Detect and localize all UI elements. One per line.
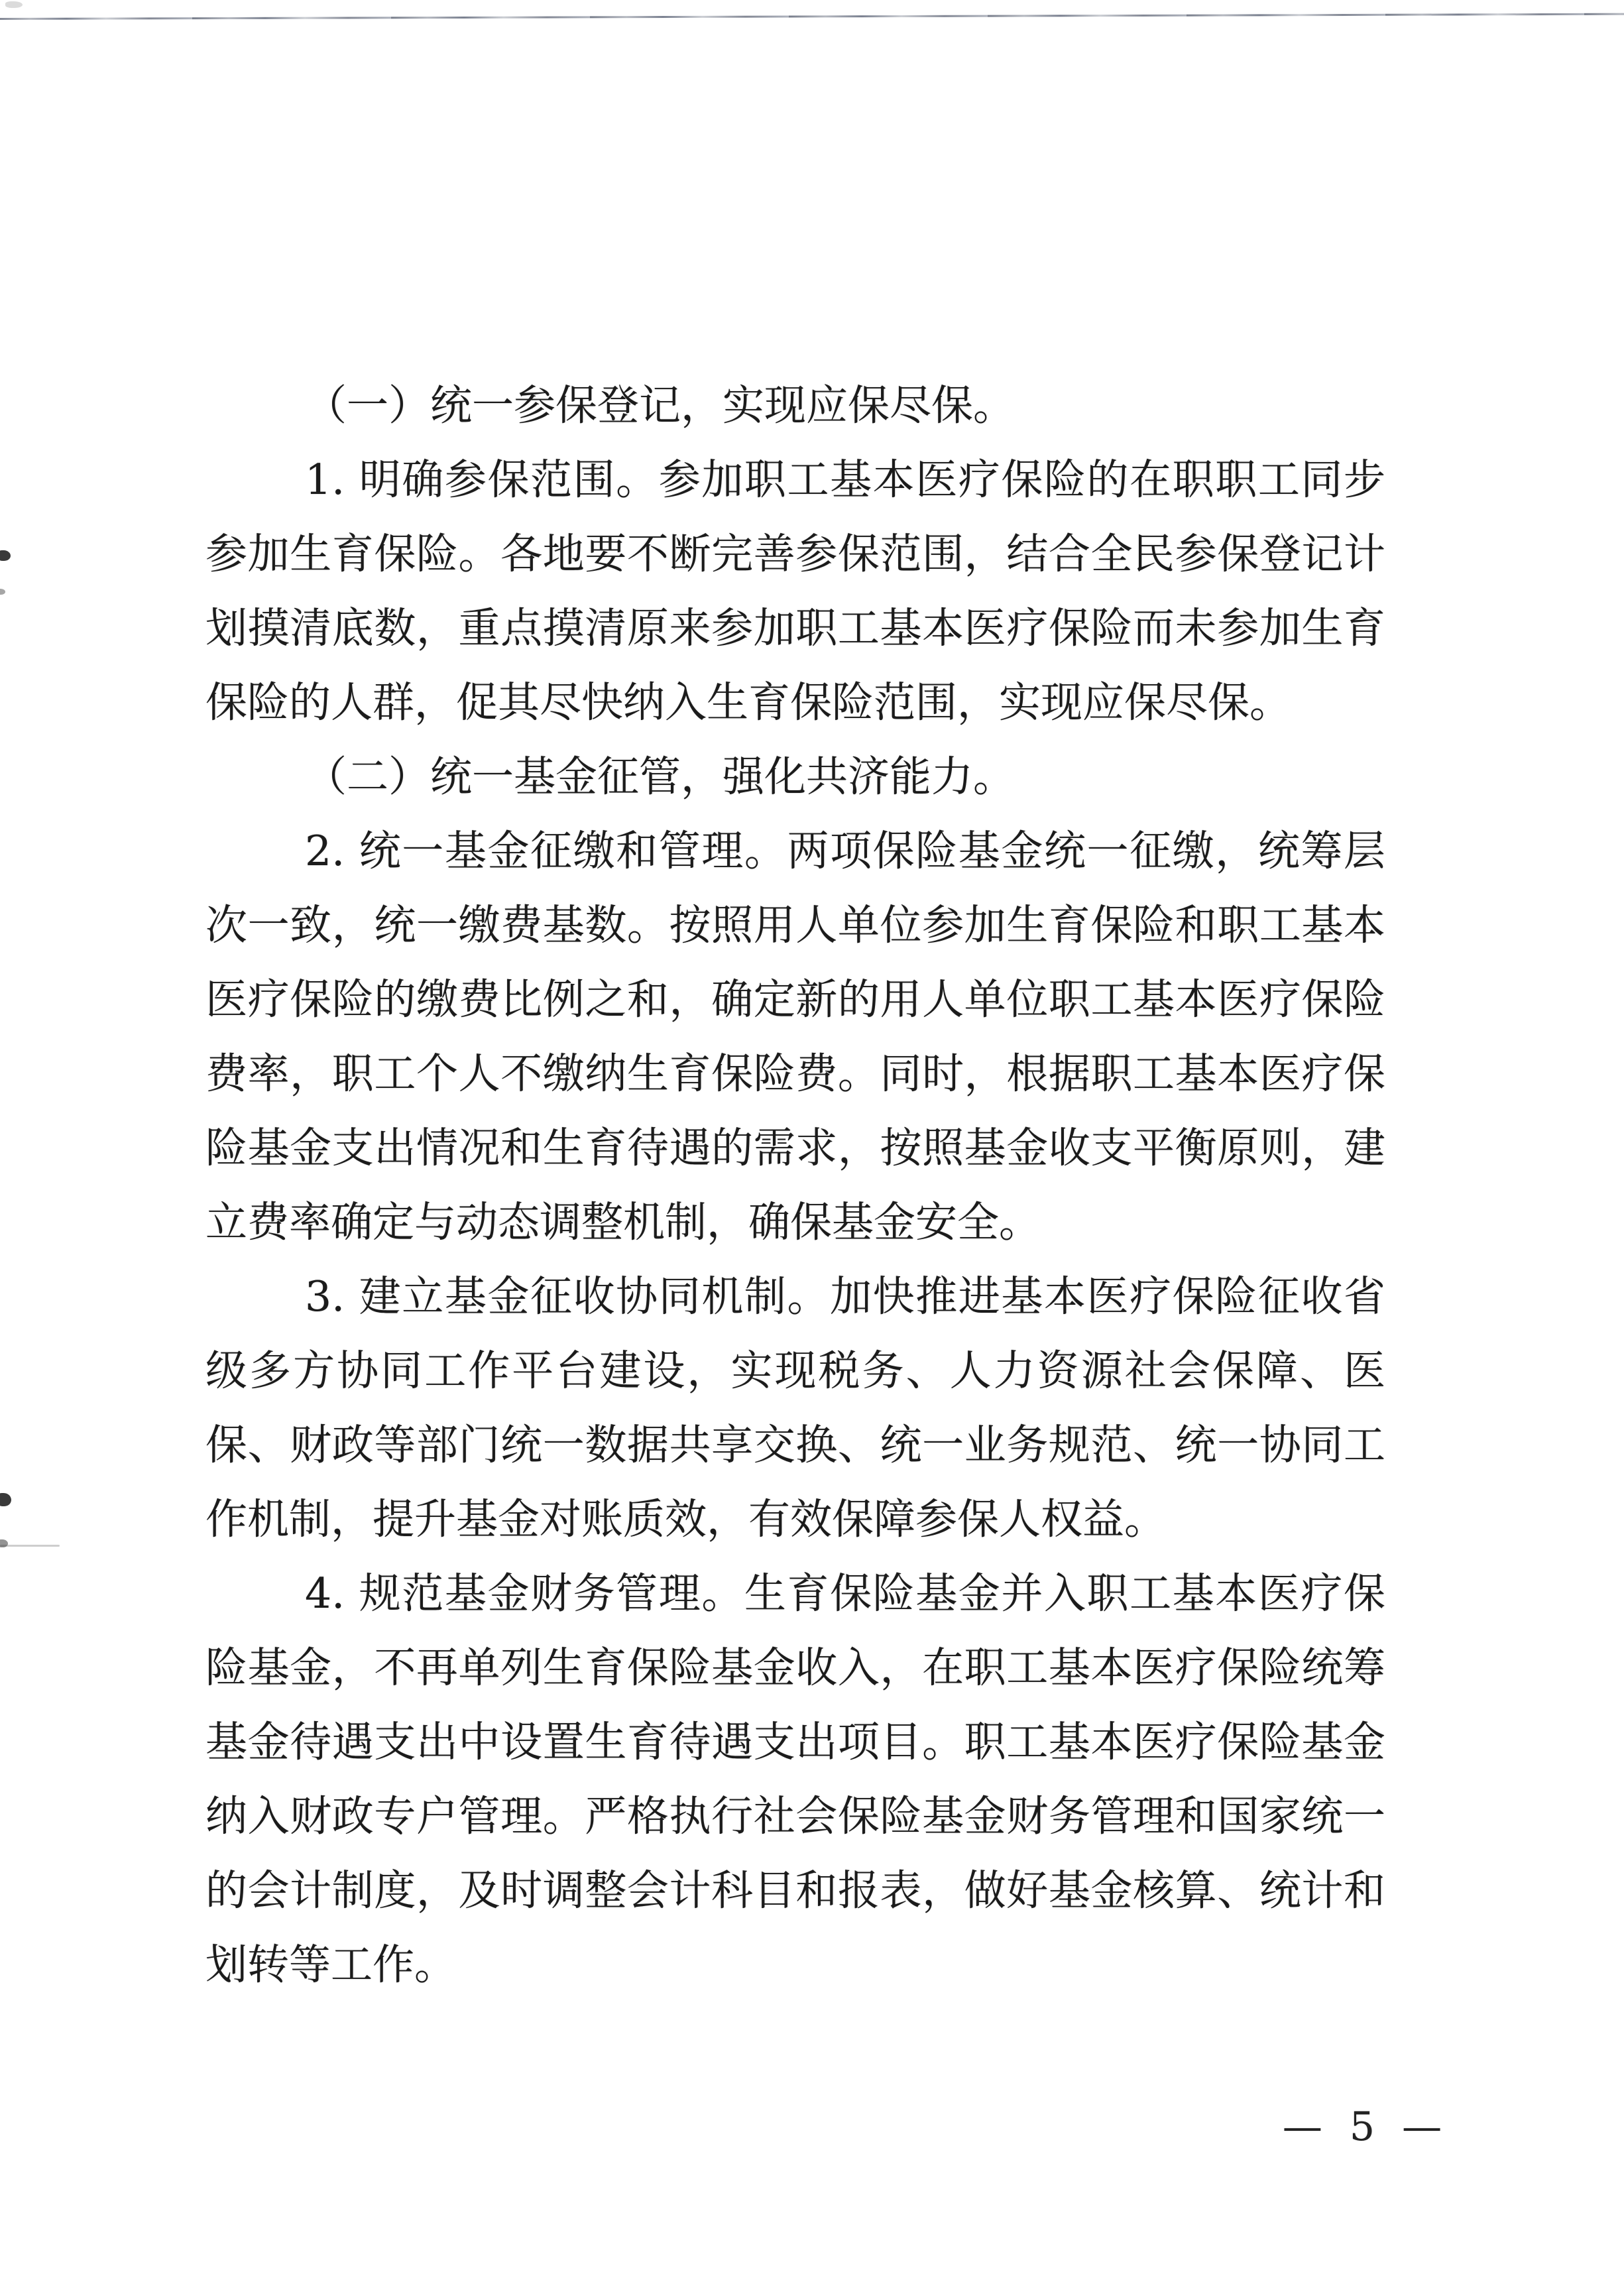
text-line: 险基金支出情况和生育待遇的需求，按照基金收支平衡原则，建	[205, 1124, 1385, 1172]
text-line: 医疗保险的缴费比例之和，确定新的用人单位职工基本医疗保险	[205, 975, 1385, 1024]
text-line: 基金待遇支出中设置生育待遇支出项目。职工基本医疗保险基金	[205, 1718, 1385, 1766]
text-line: 划转等工作。	[205, 1941, 456, 1989]
text-line: 作机制，提升基金对账质效，有效保障参保人权益。	[205, 1495, 1166, 1543]
text-line: 保、财政等部门统一数据共享交换、统一业务规范、统一协同工	[205, 1421, 1385, 1469]
text-line: 4. 规范基金财务管理。生育保险基金并入职工基本医疗保	[305, 1569, 1385, 1618]
text-line: 立费率确定与动态调整机制，确保基金安全。	[205, 1198, 1041, 1246]
text-line: 3. 建立基金征收协同机制。加快推进基本医疗保险征收省	[305, 1272, 1385, 1321]
text-line: 划摸清底数，重点摸清原来参加职工基本医疗保险而未参加生育	[205, 604, 1385, 652]
text-line: 纳入财政专户管理。严格执行社会保险基金财务管理和国家统一	[205, 1792, 1385, 1840]
text-line: （一）统一参保登记，实现应保尽保。	[305, 381, 1015, 430]
text-line: 级多方协同工作平台建设，实现税务、人力资源社会保障、医	[205, 1347, 1385, 1395]
text-line: 次一致，统一缴费基数。按照用人单位参加生育保险和职工基本	[205, 901, 1385, 949]
ink-speck	[0, 550, 11, 561]
text-line: 险基金，不再单列生育保险基金收入，在职工基本医疗保险统筹	[205, 1644, 1385, 1692]
ink-speck	[0, 1545, 60, 1547]
text-line: 参加生育保险。各地要不断完善参保范围，结合全民参保登记计	[205, 530, 1385, 578]
text-line: 1. 明确参保范围。参加职工基本医疗保险的在职职工同步	[305, 455, 1385, 504]
scan-artifact-line	[0, 13, 1624, 20]
ink-speck	[0, 589, 5, 595]
text-line: 费率，职工个人不缴纳生育保险费。同时，根据职工基本医疗保	[205, 1049, 1385, 1098]
text-line: （二）统一基金征管，强化共济能力。	[305, 752, 1015, 801]
text-line: 2. 统一基金征缴和管理。两项保险基金统一征缴，统筹层	[305, 827, 1385, 875]
ink-speck	[0, 1493, 11, 1506]
text-line: 保险的人群，促其尽快纳入生育保险范围，实现应保尽保。	[205, 678, 1291, 727]
document-text	[205, 369, 1385, 2002]
ink-speck	[5, 1, 23, 8]
text-line: 的会计制度，及时调整会计科目和报表，做好基金核算、统计和	[205, 1866, 1385, 1915]
page-number: — 5 —	[1282, 2104, 1442, 2150]
